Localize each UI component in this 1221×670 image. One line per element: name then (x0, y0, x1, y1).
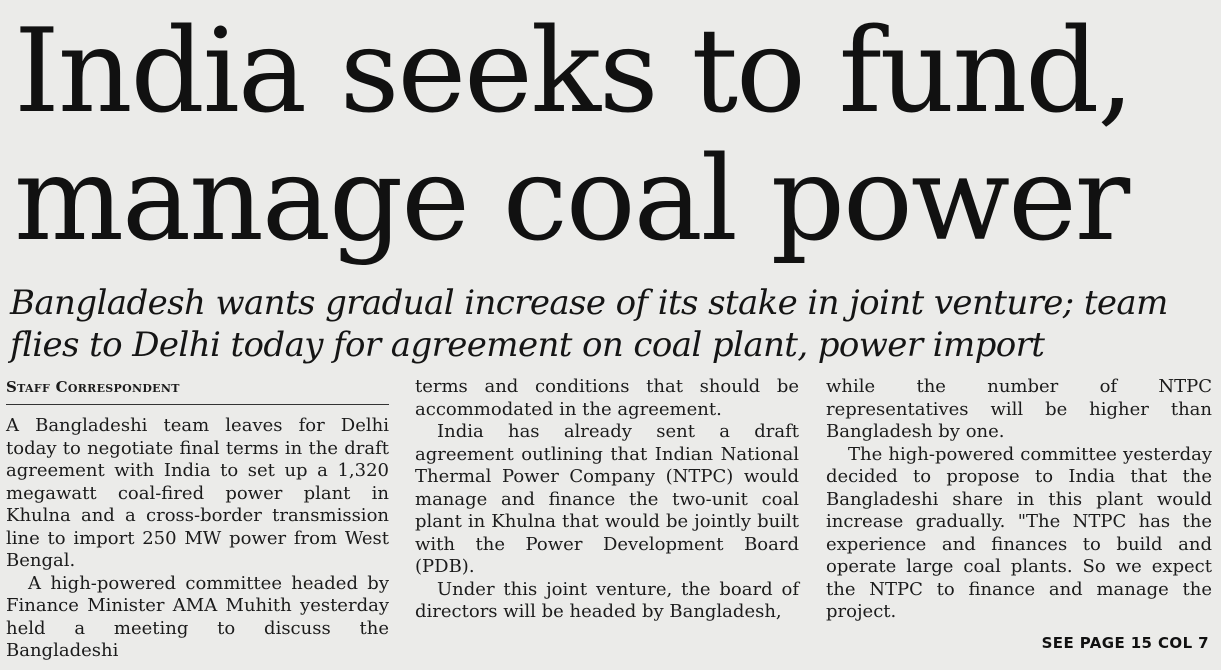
article-column-2 (415, 376, 799, 624)
continuation-jump-line: SEE PAGE 15 COL 7 (1041, 634, 1209, 652)
subheadline-line-2: flies to Delhi today for agreement on coal plant, power import (10, 325, 1045, 365)
paragraph: India has already sent a draft agreement outlining that Indian National Thermal Power Company (NTPC) would manage and finance the two-unit coal plant in Khulna that would be jointly built with the Power Development Board (PDB). (415, 421, 799, 577)
subheadline-line-1: Bangladesh wants gradual increase of its stake in joint venture; team (10, 283, 1168, 323)
headline-line-2: manage coal power (14, 132, 1129, 267)
paragraph: while the number of NTPC representatives will be higher than Bangladesh by one. (826, 376, 1212, 442)
paragraph: terms and conditions that should be accommodated in the agreement. (415, 376, 799, 420)
article-column-3 (826, 376, 1212, 624)
paragraph: The high-powered committee yesterday decided to propose to India that the Bangladeshi share in this plant would increase gradually. "The NTPC has the experience and finances to build and operate large coal plants. So we expect the NTPC to finance and manage the project. (826, 443, 1212, 622)
byline: Staff Correspondent (6, 376, 389, 405)
paragraph: A Bangladeshi team leaves for Delhi today to negotiate final terms in the draft agreement with India to set up a 1,320 megawatt coal-fired power plant in Khulna and a cross-border transmission line to import 250 MW power from West Bengal. (6, 415, 389, 571)
subheadline (10, 282, 1215, 366)
headline (14, 4, 1214, 267)
paragraph: Under this joint venture, the board of directors will be headed by Bangladesh, (415, 578, 799, 622)
article-column-1 (6, 376, 389, 663)
headline-line-1: India seeks to fund, (14, 4, 1133, 139)
paragraph: A high-powered committee headed by Finance Minister AMA Muhith yesterday held a meeting to discuss the Bangladeshi (6, 572, 389, 661)
